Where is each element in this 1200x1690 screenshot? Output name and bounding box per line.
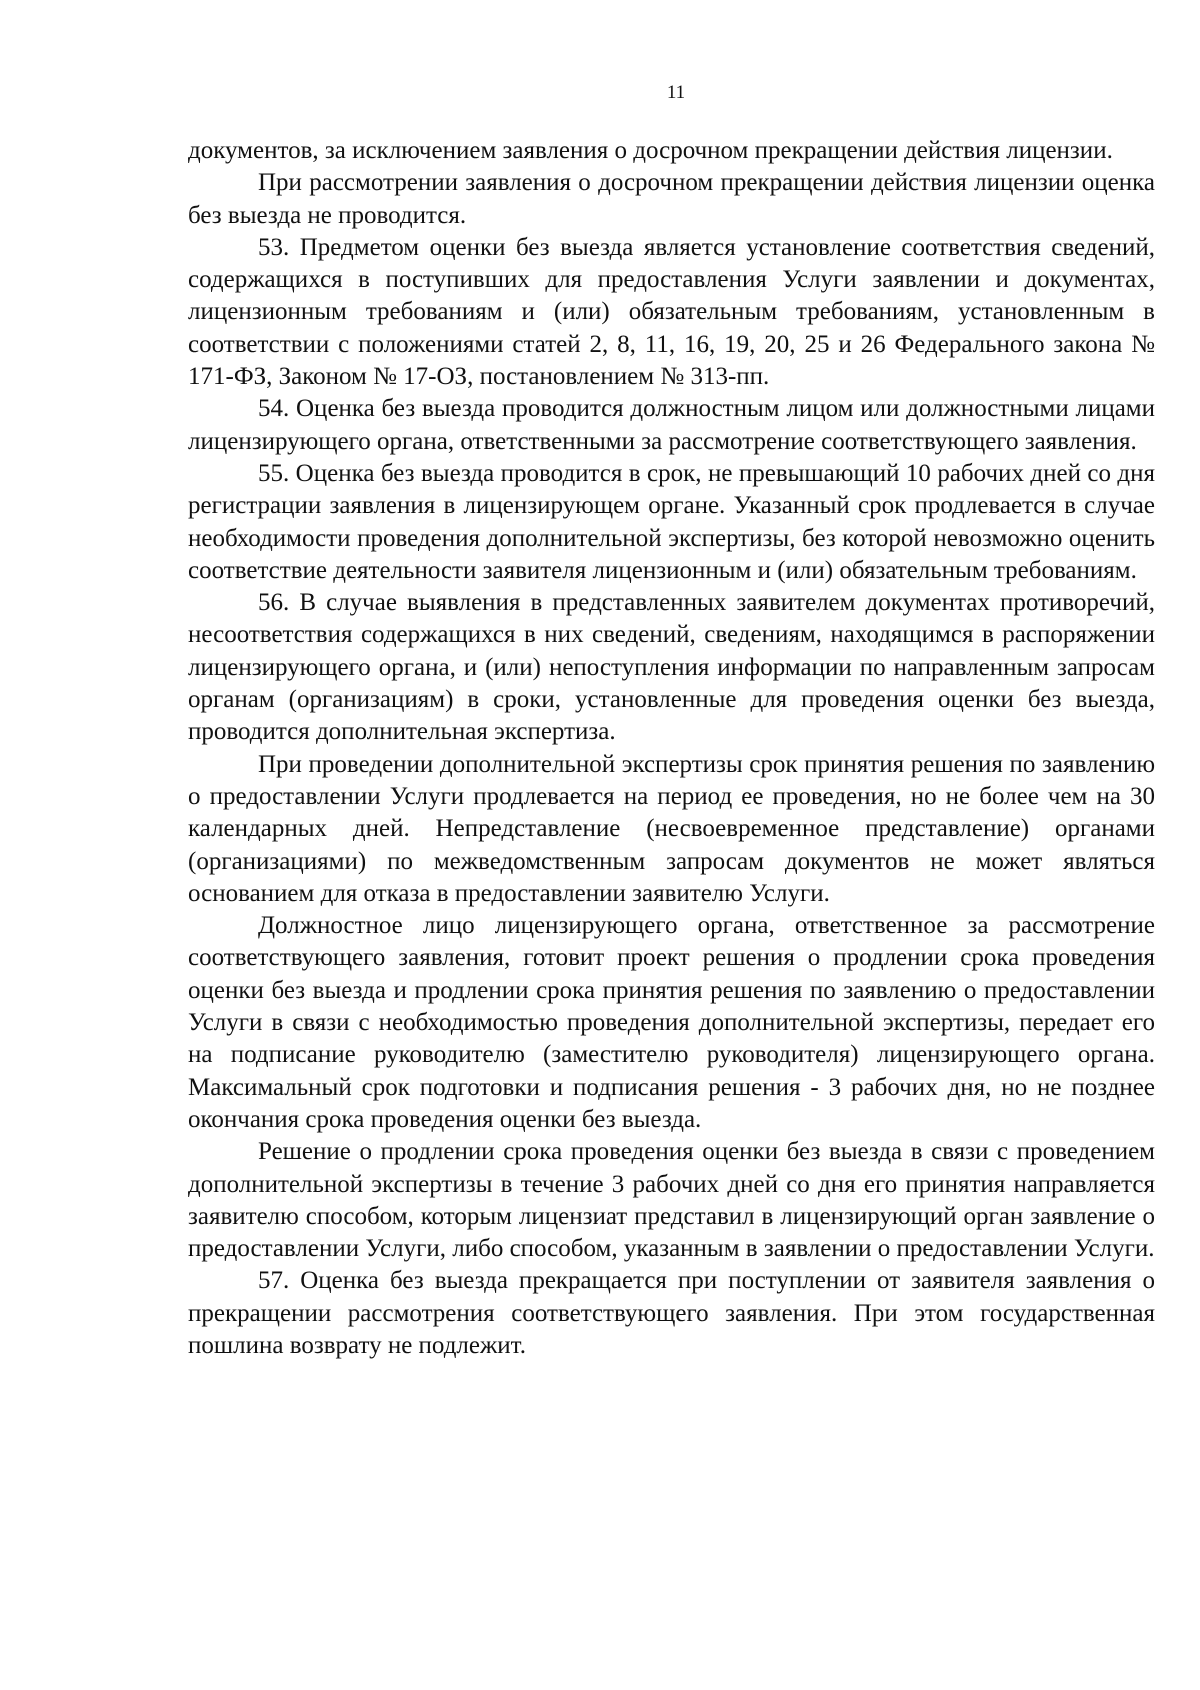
paragraph-additional-expertise: При проведении дополнительной экспертизы срок принятия решения по заявлению о предоставлении Услуги продлевается на период ее проведения, но не более чем на 30 календарных дней. Непредставление (несвоевременное представление) органами (организациями) по межведомственным запросам документов не может являться основанием для отказа в предоставлении заявителю Услуги.: [188, 750, 1155, 907]
page-number: 11: [666, 82, 686, 103]
paragraph-53: 53. Предметом оценки без выезда является установление соответствия сведений, содержащихся в поступивших для предоставления Услуги заявлении и документах, лицензионным требованиям и (или) обязательным требованиям, установленным в соответствии с положениями статей 2, 8, 11, 16, 19, 20, 25 и 26 Федерального закона № 171-ФЗ, Законом № 17-ОЗ, постановлением № 313-пп.: [188, 233, 1155, 391]
paragraph-decision-sent: Решение о продлении срока проведения оценки без выезда в связи с проведением дополнительной экспертизы в течение 3 рабочих дней со дня его принятия направляется заявителю способом, которым лицензиат представил в лицензирующий орган заявление о предоставлении Услуги, либо способом, указанным в заявлении о предоставлении Услуги.: [188, 1138, 1155, 1263]
paragraph-early-termination: При рассмотрении заявления о досрочном прекращении действия лицензии оценка без выезда не проводится.: [188, 169, 1155, 229]
paragraph-official-prepares-decision: Должностное лицо лицензирующего органа, ответственное за рассмотрение соответствующего заявления, готовит проект решения о продлении срока проведения оценки без выезда и продлении срока принятия решения по заявлению о предоставлении Услуги в связи с необходимостью проведения дополнительной экспертизы, передает его на подписание руководителю (заместителю руководителя) лицензирующего органа. Максимальный срок подготовки и подписания решения - 3 рабочих дня, но не позднее окончания срока проведения оценки без выезда.: [188, 912, 1155, 1133]
paragraph-56: 56. В случае выявления в представленных заявителем документах противоречий, несоответствия содержащихся в них сведений, сведениям, находящимся в распоряжении лицензирующего органа, и (или) непоступления информации по направленным запросам органам (организациям) в сроки, установленные для проведения оценки без выезда, проводится дополнительная экспертиза.: [188, 589, 1155, 746]
paragraph-54: 54. Оценка без выезда проводится должностным лицом или должностными лицами лицензирующего органа, ответственными за рассмотрение соответствующего заявления.: [188, 395, 1155, 455]
paragraph-57: 57. Оценка без выезда прекращается при поступлении от заявителя заявления о прекращении рассмотрения соответствующего заявления. При этом государственная пошлина возврату не подлежит.: [188, 1267, 1155, 1359]
paragraph-continuation: документов, за исключением заявления о досрочном прекращении действия лицензии.: [188, 137, 1113, 164]
document-body: [188, 135, 1155, 1362]
paragraph-55: 55. Оценка без выезда проводится в срок, не превышающий 10 рабочих дней со дня регистрации заявления в лицензирующем органе. Указанный срок продлевается в случае необходимости проведения дополнительной экспертизы, без которой невозможно оценить соответствие деятельности заявителя лицензионным и (или) обязательным требованиям.: [188, 459, 1155, 584]
